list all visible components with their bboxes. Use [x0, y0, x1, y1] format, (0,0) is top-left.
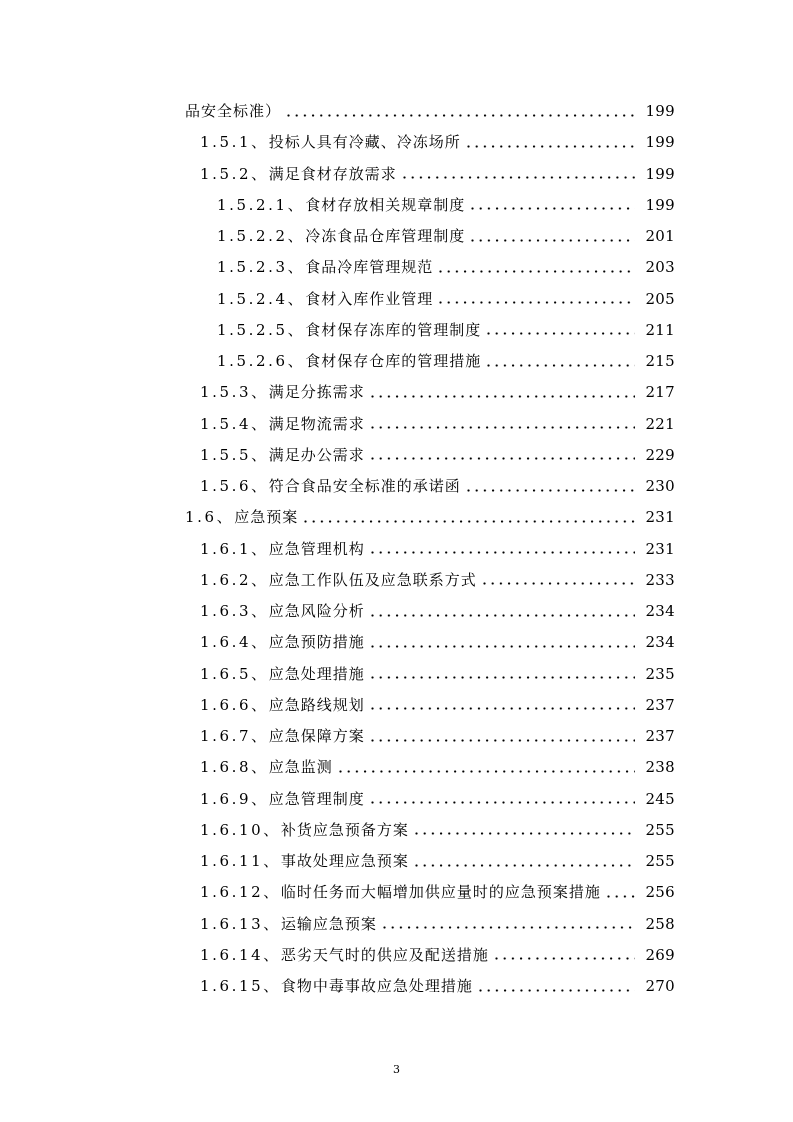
toc-entry[interactable]: [200, 971, 675, 1002]
toc-entry[interactable]: [200, 440, 675, 471]
toc-entry-number: 1.6.7、: [200, 727, 269, 745]
toc-entry-number: 1.6.11、: [200, 852, 281, 870]
toc-entry[interactable]: [200, 784, 675, 815]
toc-entry-title: 应急工作队伍及应急联系方式: [268, 570, 477, 589]
toc-list: [0, 96, 793, 1002]
toc-leader-dots: [487, 332, 635, 335]
toc-entry-page: 238: [645, 758, 675, 777]
toc-entry[interactable]: [200, 752, 675, 783]
toc-leader-dots: [287, 114, 635, 117]
toc-entry-number: 1.6.13、: [200, 914, 281, 933]
toc-entry[interactable]: [200, 127, 675, 158]
toc-entry-title: 运输应急预案: [280, 914, 377, 933]
toc-entry-page: 234: [645, 633, 675, 652]
toc-entry-page: 229: [645, 445, 675, 464]
toc-entry-page: 203: [645, 258, 675, 277]
toc-entry-number: 1.6.5、: [200, 664, 269, 683]
toc-entry[interactable]: [217, 252, 675, 283]
toc-entry-page: 231: [645, 539, 675, 558]
toc-entry-title: 满足办公需求: [268, 445, 365, 464]
toc-entry[interactable]: [200, 409, 675, 440]
toc-entry-number: 1.6.15、: [200, 977, 281, 995]
toc-entry-number: 1.5.2、: [200, 164, 269, 183]
toc-leader-dots: [439, 301, 635, 304]
toc-entry[interactable]: [200, 565, 675, 596]
toc-entry-title: 投标人具有冷藏、冷冻场所: [268, 133, 461, 152]
toc-entry-title: 应急预防措施: [268, 633, 365, 652]
toc-entry-title: 临时任务而大幅增加供应量时的应急预案措施: [280, 883, 601, 902]
toc-entry[interactable]: [217, 315, 675, 346]
toc-entry-number: 1.5.2.4、: [217, 289, 306, 308]
toc-leader-dots: [467, 489, 636, 492]
toc-leader-dots: [383, 926, 636, 929]
toc-entry-number: 1.5.2.3、: [217, 258, 306, 277]
toc-entry-page: 221: [645, 414, 675, 433]
toc-entry[interactable]: [200, 377, 675, 408]
toc-entry[interactable]: [200, 721, 675, 752]
toc-entry[interactable]: [200, 627, 675, 658]
toc-leader-dots: [304, 520, 635, 523]
toc-entry-number: 1.6.3、: [200, 602, 269, 620]
toc-entry[interactable]: [217, 284, 675, 315]
toc-entry[interactable]: [185, 96, 675, 127]
toc-leader-dots: [483, 582, 636, 585]
toc-entry-page: 231: [645, 508, 675, 527]
toc-entry-number: 1.5.2.5、: [217, 320, 306, 339]
toc-entry-page: 255: [645, 820, 675, 839]
toc-entry-page: 199: [645, 164, 675, 183]
toc-entry-page: 199: [645, 102, 675, 120]
toc-entry[interactable]: [200, 846, 675, 877]
toc-entry[interactable]: [200, 690, 675, 721]
toc-leader-dots: [471, 207, 635, 210]
toc-leader-dots: [371, 614, 636, 617]
toc-entry-page: 235: [645, 664, 675, 683]
toc-leader-dots: [495, 957, 636, 960]
toc-entry-title: 应急预案: [234, 508, 299, 527]
toc-entry-title: 事故处理应急预案: [280, 852, 409, 870]
toc-leader-dots: [479, 989, 636, 992]
toc-entry-page: 237: [645, 727, 675, 745]
toc-leader-dots: [371, 801, 636, 804]
toc-entry-title: 应急管理制度: [268, 789, 365, 808]
toc-entry-page: 245: [645, 789, 675, 808]
toc-entry-title: 补货应急预备方案: [280, 820, 409, 839]
toc-entry[interactable]: [200, 471, 675, 502]
toc-entry-number: 1.5.1、: [200, 133, 269, 152]
toc-entry-title: 食品冷库管理规范: [305, 258, 434, 277]
toc-entry[interactable]: [200, 659, 675, 690]
toc-entry-number: 1.6.4、: [200, 633, 269, 652]
toc-entry-title: 应急风险分析: [268, 602, 365, 620]
toc-entry-page: 256: [645, 883, 675, 902]
toc-entry-page: 258: [645, 914, 675, 933]
toc-entry-title: 符合食品安全标准的承诺函: [268, 477, 461, 495]
toc-entry-number: 1.6.9、: [200, 789, 269, 808]
toc-leader-dots: [339, 770, 636, 773]
toc-entry-title: 满足物流需求: [268, 414, 365, 433]
toc-entry-number: 1.5.6、: [200, 477, 269, 495]
toc-entry-title: 食材入库作业管理: [305, 289, 434, 308]
toc-entry-number: 1.5.2.2、: [217, 227, 306, 245]
toc-entry-page: 233: [645, 570, 675, 589]
toc-entry-number: 1.6.6、: [200, 695, 269, 714]
toc-leader-dots: [371, 457, 636, 460]
toc-leader-dots: [415, 864, 636, 867]
toc-leader-dots: [371, 551, 636, 554]
toc-entry-number: 1.6.12、: [200, 883, 281, 902]
toc-entry-page: 217: [645, 383, 675, 402]
toc-entry-number: 1.6、: [185, 508, 235, 527]
toc-entry-number: 1.5.4、: [200, 414, 269, 433]
toc-entry-number: 1.6.14、: [200, 945, 281, 964]
toc-entry[interactable]: [217, 190, 675, 221]
toc-entry-page: 215: [645, 352, 675, 370]
toc-entry[interactable]: [217, 346, 675, 377]
toc-entry-title: 应急处理措施: [268, 664, 365, 683]
toc-entry-page: 199: [645, 195, 675, 214]
toc-entry-page: 211: [645, 320, 675, 339]
toc-leader-dots: [403, 176, 636, 179]
toc-entry[interactable]: [185, 502, 675, 533]
toc-entry-title: 满足食材存放需求: [268, 164, 397, 183]
toc-leader-dots: [471, 239, 635, 242]
toc-entry[interactable]: [200, 159, 675, 190]
toc-entry[interactable]: [200, 534, 675, 565]
toc-leader-dots: [371, 676, 636, 679]
toc-leader-dots: [371, 426, 636, 429]
toc-entry[interactable]: [200, 596, 675, 627]
toc-entry-title: 食物中毒事故应急处理措施: [280, 977, 473, 995]
toc-entry-number: 1.5.3、: [200, 383, 269, 402]
toc-leader-dots: [439, 270, 635, 273]
toc-entry-title: 应急保障方案: [268, 727, 365, 745]
toc-entry-page: 201: [645, 227, 675, 245]
toc-entry-title: 应急监测: [268, 758, 333, 777]
toc-entry-title: 食材保存仓库的管理措施: [305, 352, 482, 370]
toc-entry[interactable]: [217, 221, 675, 252]
toc-leader-dots: [371, 645, 636, 648]
toc-entry-title: 满足分拣需求: [268, 383, 365, 402]
toc-entry-title: 冷冻食品仓库管理制度: [305, 227, 466, 245]
toc-entry-number: 1.5.5、: [200, 445, 269, 464]
toc-entry-page: 230: [645, 477, 675, 495]
toc-entry-number: 1.6.8、: [200, 758, 269, 777]
toc-entry[interactable]: [200, 940, 675, 971]
toc-leader-dots: [371, 395, 636, 398]
toc-leader-dots: [607, 895, 636, 898]
toc-entry-page: 269: [645, 945, 675, 964]
toc-entry-page: 234: [645, 602, 675, 620]
toc-entry-number: 1.6.1、: [200, 539, 269, 558]
toc-entry-page: 255: [645, 852, 675, 870]
toc-leader-dots: [487, 364, 635, 367]
toc-leader-dots: [415, 832, 636, 835]
toc-entry[interactable]: [200, 815, 675, 846]
toc-entry-page: 205: [645, 289, 675, 308]
toc-entry-title: 食材存放相关规章制度: [305, 195, 466, 214]
toc-entry-number: 1.5.2.1、: [217, 195, 306, 214]
toc-leader-dots: [371, 707, 636, 710]
toc-entry-page: 237: [645, 695, 675, 714]
page-number: 3: [393, 1063, 400, 1076]
toc-entry-number: 1.6.10、: [200, 820, 281, 839]
toc-entry-title: 食材保存冻库的管理制度: [305, 320, 482, 339]
toc-leader-dots: [467, 145, 636, 148]
toc-entry[interactable]: [200, 909, 675, 940]
toc-entry-number: 1.5.2.6、: [217, 352, 306, 370]
toc-entry-title: 应急管理机构: [268, 539, 365, 558]
toc-entry-title: 应急路线规划: [268, 695, 365, 714]
toc-entry[interactable]: [200, 877, 675, 908]
toc-entry-number: 1.6.2、: [200, 570, 269, 589]
toc-leader-dots: [371, 739, 636, 742]
toc-entry-title: 恶劣天气时的供应及配送措施: [280, 945, 489, 964]
toc-entry-page: 199: [645, 133, 675, 152]
toc-entry-title: 品安全标准）: [185, 102, 282, 120]
toc-entry-page: 270: [645, 977, 675, 995]
